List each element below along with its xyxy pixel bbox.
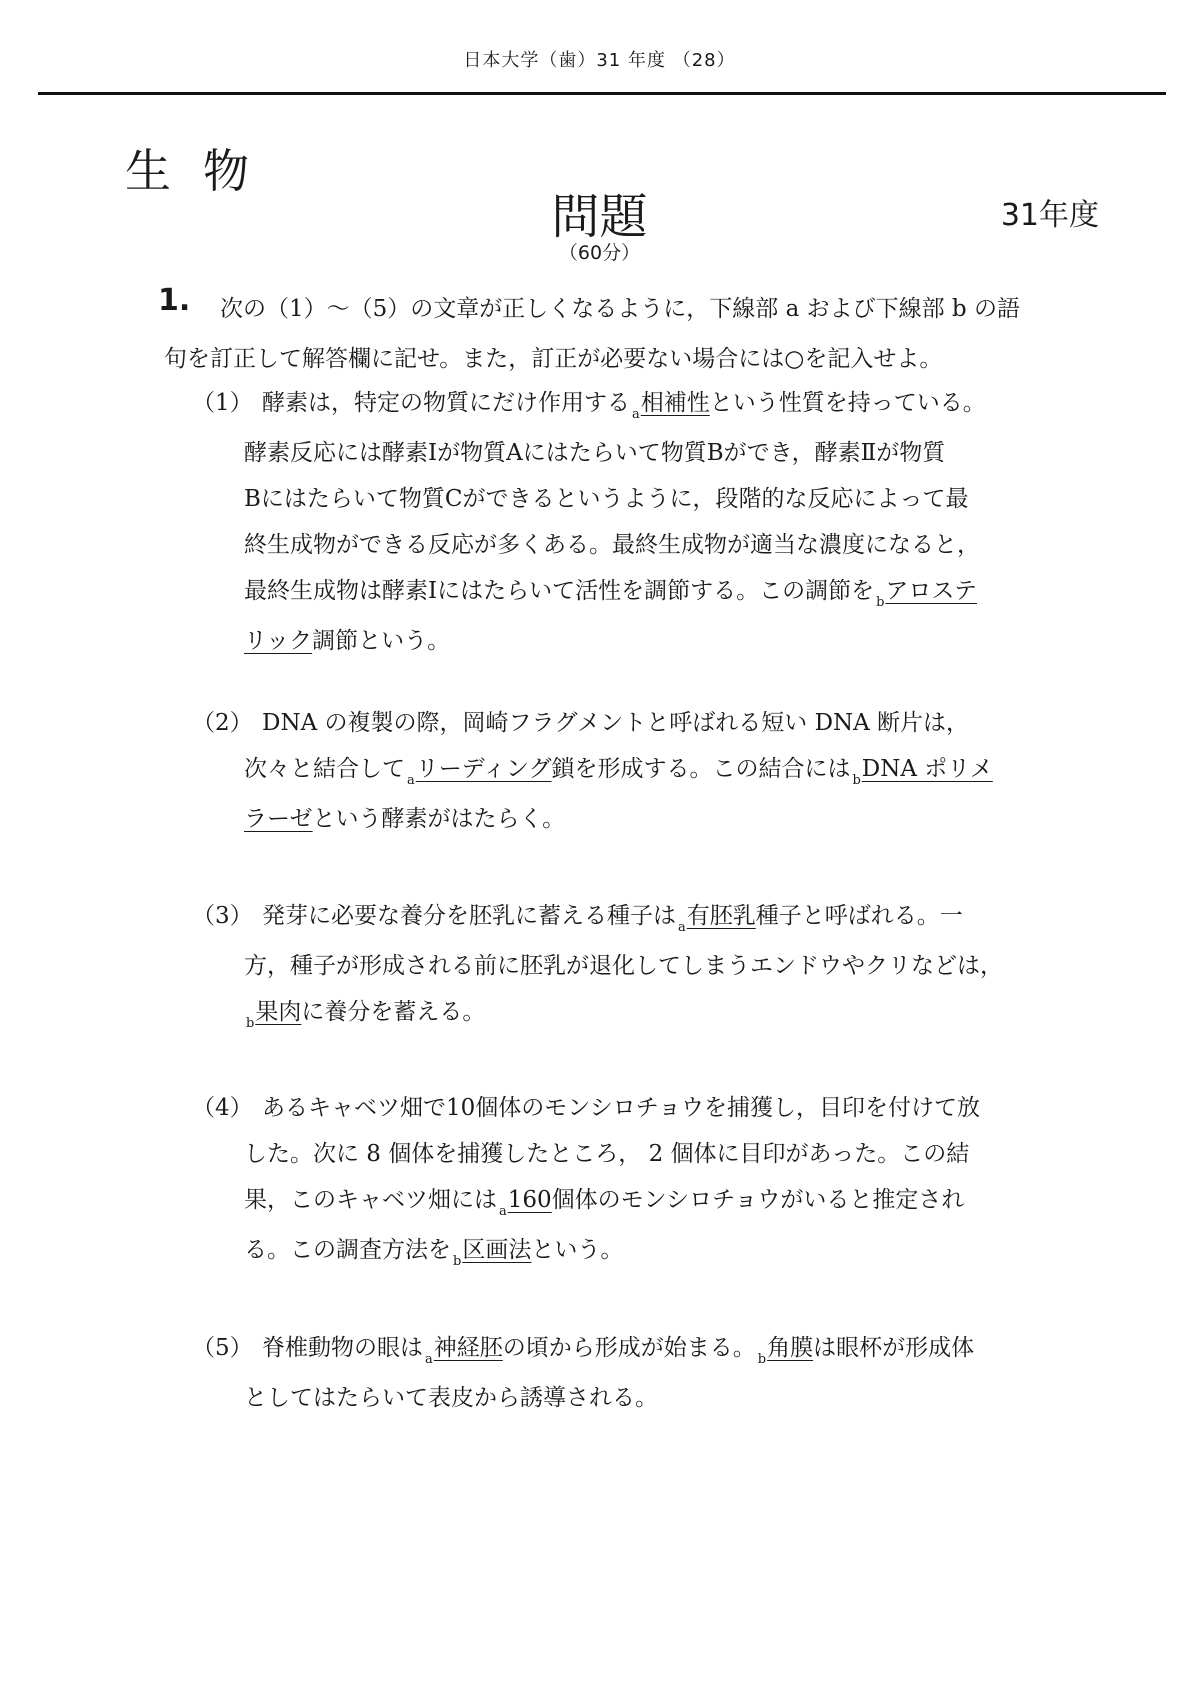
exam-year: 31年度: [1000, 198, 1099, 233]
underlined-term: 角膜: [767, 1335, 814, 1361]
sub-question-2: [192, 700, 1092, 842]
underline-marker: a: [425, 1352, 433, 1367]
underline-marker: a: [407, 773, 415, 788]
underline-marker: a: [499, 1204, 507, 1219]
text-line: 方，種子が形成される前に胚乳が退化してしまうエンドウやクリなどは，: [244, 953, 1003, 979]
text-line: る。この調査方法を $_b$区画法という。: [244, 1237, 624, 1269]
sub-question-number: （2）: [192, 710, 253, 736]
text-line: した。次に 8 個体を捕獲したところ， 2 個体に目印があった。この結: [244, 1141, 970, 1167]
text-line: 発芽に必要な養分を胚乳に蓄える種子は $_a$有胚乳種子と呼ばれる。一: [262, 903, 963, 935]
text-line: 果，このキャベツ畑には $_a$160個体のモンシロチョウがいると推定され: [244, 1187, 965, 1219]
text-line: 酵素反応には酵素Ⅰが物質Aにはたらいて物質Bができ，酵素Ⅱが物質: [244, 440, 946, 466]
underline-marker: b: [453, 1254, 462, 1269]
text-line: 脊椎動物の眼は $_a$神経胚の頃から形成が始まる。 $_b$角膜は眼杯が形成体: [262, 1335, 975, 1367]
text-line: ラーゼという酵素がはたらく。: [244, 806, 566, 832]
underlined-term: 相補性: [640, 390, 710, 416]
sub-question-number: （3）: [192, 903, 253, 929]
page-header: 日本大学（歯）31 年度 （28）: [463, 50, 736, 71]
underline-marker: a: [678, 920, 686, 935]
sub-question-number: （5）: [192, 1335, 253, 1361]
underline-marker: b: [876, 595, 885, 610]
text-line: としてはたらいて表皮から誘導される。: [244, 1385, 658, 1411]
text-line: 終生成物ができる反応が多くある。最終生成物が適当な濃度になると，: [244, 532, 980, 558]
underline-marker: a: [632, 407, 640, 422]
text-line: DNA の複製の際，岡崎フラグメントと呼ばれる短い DNA 断片は，: [262, 710, 970, 736]
underlined-term: 神経胚: [433, 1335, 503, 1361]
underline-marker: b: [246, 1016, 255, 1031]
text-line: あるキャベツ畑で10個体のモンシロチョウを捕獲し，目印を付けて放: [262, 1095, 981, 1121]
text-line: リック調節という。: [244, 628, 451, 654]
underline-marker: b: [852, 773, 861, 788]
underlined-term: 区画法: [462, 1237, 532, 1263]
sub-question-number: （4）: [192, 1095, 253, 1121]
text-line: 最終生成物は酵素Ⅰにはたらいて活性を調節する。この調節を $_b$アロステ: [244, 578, 977, 610]
question-number: 1.: [158, 283, 191, 318]
question-instruction: [164, 284, 1092, 384]
sub-question-4: [192, 1085, 1092, 1277]
text-line: Bにはたらいて物質Cができるというように，段階的な反応によって最: [244, 486, 969, 512]
underlined-term: 有胚乳: [686, 903, 756, 929]
instruction-line: 句を訂正して解答欄に記せ。また，訂正が必要ない場合には○を記入せよ。: [164, 346, 943, 372]
underlined-term: 果肉: [255, 999, 302, 1025]
underlined-term: リーディング: [415, 756, 552, 782]
underlined-term: 160: [507, 1187, 552, 1213]
section-heading: 問題: [551, 189, 648, 245]
time-limit: （60分）: [558, 242, 641, 264]
subject-title: 生物: [125, 144, 281, 198]
header-rule: [38, 92, 1166, 95]
instruction-line: 次の（1）～（5）の文章が正しくなるように，下線部 a および下線部 b の語: [220, 296, 1020, 322]
underlined-term: DNA ポリメ: [861, 756, 993, 782]
sub-question-number: （1）: [192, 390, 253, 416]
underlined-term: ラーゼ: [244, 806, 313, 832]
sub-question-3: [192, 893, 1092, 1039]
sub-question-1: [192, 380, 1092, 664]
text-line: 次々と結合して $_a$リーディング鎖を形成する。この結合には $_b$DNA ポリメ: [244, 756, 993, 788]
text-line: $_b$果肉に養分を蓄える。: [246, 999, 486, 1031]
text-line: 酵素は，特定の物質にだけ作用する $_a$相補性という性質を持っている。: [262, 390, 986, 422]
underlined-term: アロステ: [885, 578, 977, 604]
sub-question-5: [192, 1325, 1092, 1421]
underline-marker: b: [757, 1352, 767, 1367]
underlined-term: リック: [244, 628, 313, 654]
